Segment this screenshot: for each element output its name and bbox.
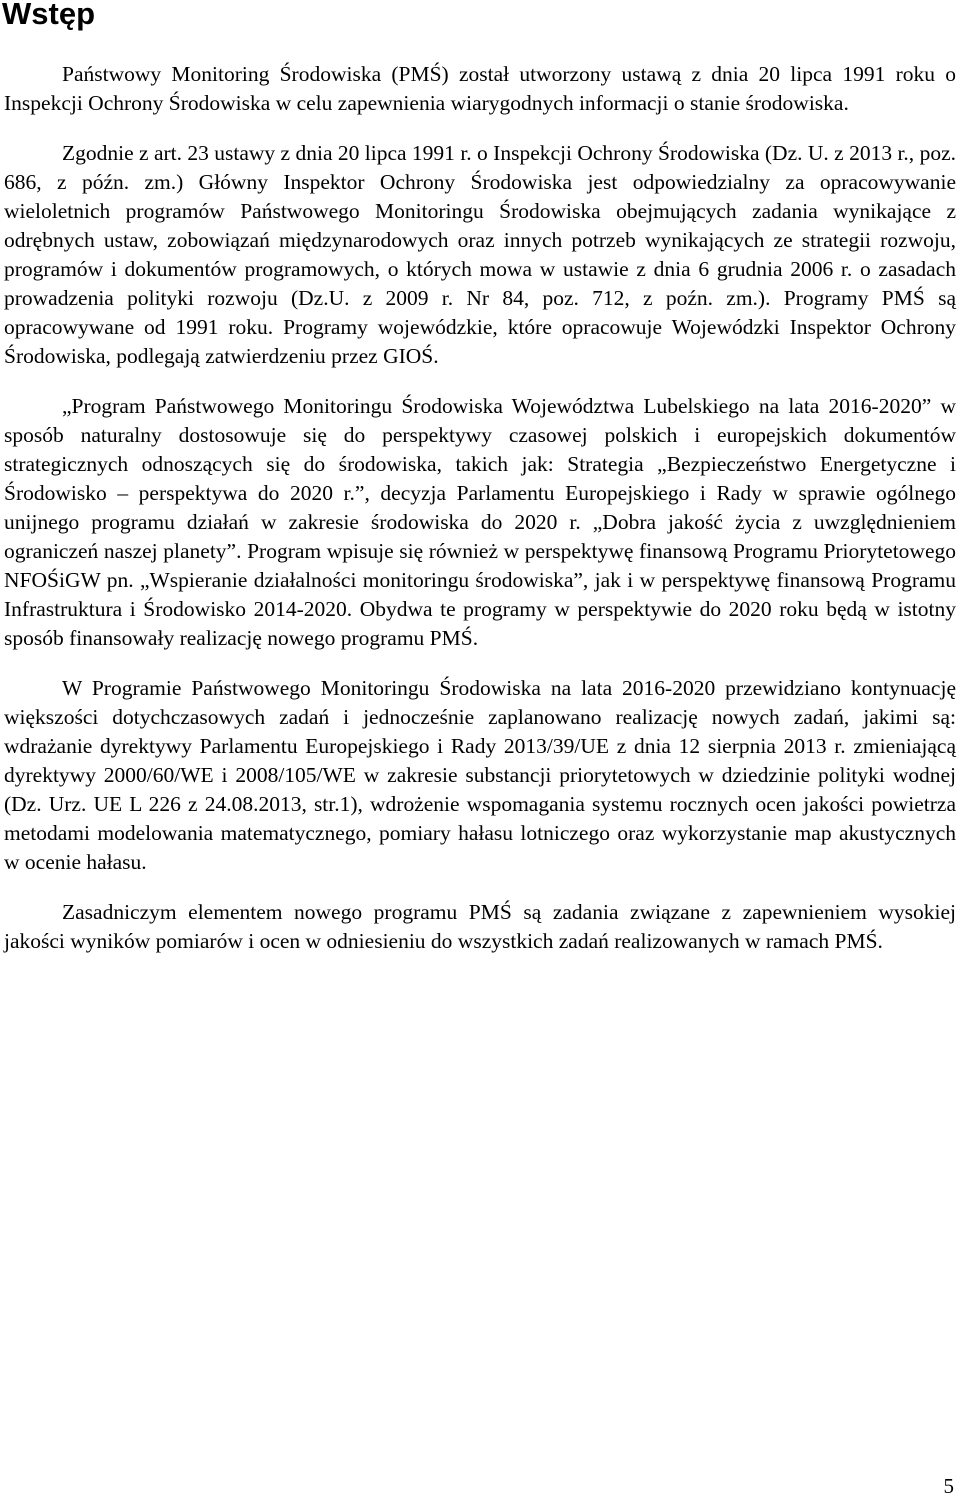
paragraph-strategic-documents: „Program Państwowego Monitoringu Środowiska Województwa Lubelskiego na lata 2016-2020” w sposób naturalny dostosowuje się do perspektywy czasowej polskich i europejskich dokumentów strategicznych odnoszących się do środowiska, takich jak: Strategia „Bezpieczeństwo Energetyczne i Środowisko – perspektywa do 2020 r.”, decyzja Parlamentu Europejskiego i Rady w sprawie ogólnego unijnego programu działań w zakresie środowiska do 2020 r. „Dobra jakość życia z uwzględnieniem ograniczeń naszej planety”. Program wpisuje się również w perspektywę finansową Programu Priorytetowego NFOŚiGW pn. „Wspieranie działalności monitoringu środowiska”, jak i w perspektywę finansową Programu Infrastruktura i Środowisko 2014-2020. Obydwa te programy w perspektywie do 2020 roku będą w istotny sposób finansowały realizację nowego programu PMŚ. [4,394,956,650]
paragraph-intro: Państwowy Monitoring Środowiska (PMŚ) został utworzony ustawą z dnia 20 lipca 1991 roku o Inspekcji Ochrony Środowiska w celu zapewnienia wiarygodnych informacji o stanie środowiska. [4,62,956,115]
paragraph-legal-basis: Zgodnie z art. 23 ustawy z dnia 20 lipca 1991 r. o Inspekcji Ochrony Środowiska (Dz. U. z 2013 r., poz. 686, z późn. zm.) Główny Inspektor Ochrony Środowiska jest odpowiedzialny za opracowywanie wieloletnich programów Państwowego Monitoringu Środowiska obejmujących zadania wynikające z odrębnych ustaw, zobowiązań międzynarodowych oraz innych potrzeb wynikających ze strategii rozwoju, programów i dokumentów programowych, o których mowa w ustawie z dnia 6 grudnia 2006 r. o zasadach prowadzenia polityki rozwoju (Dz.U. z 2009 r. Nr 84, poz. 712, z poźn. zm.). Programy PMŚ są opracowywane od 1991 roku. Programy wojewódzkie, które opracowuje Wojewódzki Inspektor Ochrony Środowiska, podlegają zatwierdzeniu przez GIOŚ. [4,141,956,368]
paragraph-new-tasks: W Programie Państwowego Monitoringu Środowiska na lata 2016-2020 przewidziano kontynuację większości dotychczasowych zadań i jednocześnie zaplanowano realizację nowych zadań, jakimi są: wdrażanie dyrektywy Parlamentu Europejskiego i Rady 2013/39/UE z dnia 12 sierpnia 2013 r. zmieniającą dyrektywy 2000/60/WE i 2008/105/WE w zakresie substancji priorytetowych w dziedzinie polityki wodnej (Dz. Urz. UE L 226 z 24.08.2013, str.1), wdrożenie wspomagania systemu rocznych ocen jakości powietrza metodami modelowania matematycznego, pomiary hałasu lotniczego oraz wykorzystanie map akustycznych w ocenie hałasu. [4,676,956,874]
paragraph-quality: Zasadniczym elementem nowego programu PMŚ są zadania związane z zapewnieniem wysokiej jakości wyników pomiarów i ocen w odniesieniu do wszystkich zadań realizowanych w ramach PMŚ. [4,900,956,953]
page-number: 5 [943,1474,954,1498]
section-heading: Wstęp [2,0,95,31]
body-text [4,60,956,956]
